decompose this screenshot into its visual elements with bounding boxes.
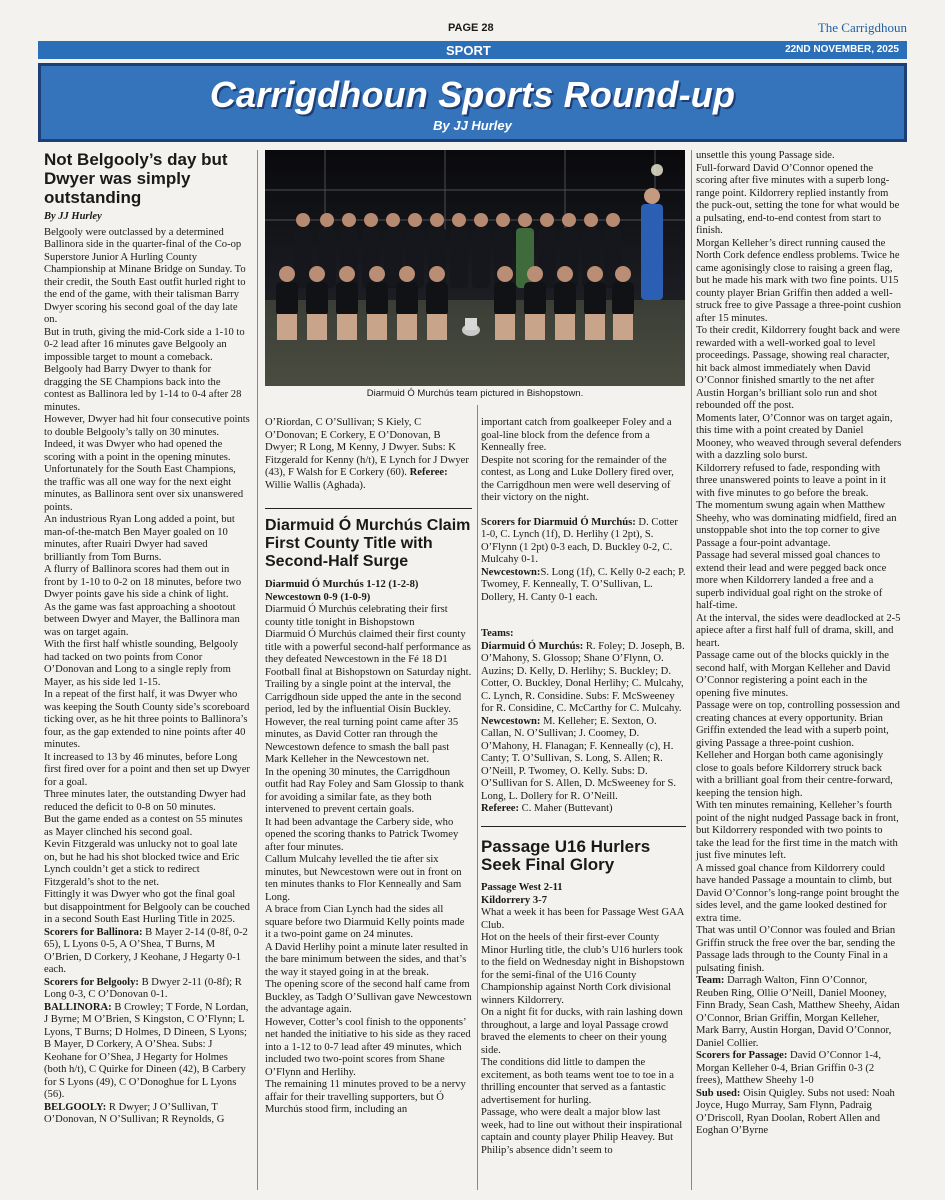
paragraph: To their credit, Kildorrery fought back and were rewarded with a well-worked goal to level proceedings. Passage, showing real character, hit back almost immediately when David O’Connor finished smartly to the net after Austin Horgan’s brilliant solo run and shot rebounded off the post. [696,325,900,411]
paragraph: Callum Mulcahy levelled the tie after six minutes, but Newcestown were out in front on ten minutes thanks to Flor Kenneally and Sam Long. [265,854,462,903]
article-passage-continued [696,150,902,1138]
paragraph: A flurry of Ballinora scores had them out in front by 1-10 to 0-2 on 18 minutes, before two Dwyer points gave his side a chink of light. [44,564,242,600]
paragraph-label: Referee: [481,803,520,814]
paragraph-label: Scorers for Passage: [696,1050,788,1061]
paragraph: However, Cotter’s cool finish to the opponents’ net handed the initiative to his side as they raced into a 1-12 to 0-7 lead after 49 minutes, which included two two-point scores from Shane O’Flynn and Herlihy. [265,1016,471,1078]
score-line-1: Passage West 2-11 [481,882,563,893]
paragraph-text: D. Cotter 1-0, C. Lynch (1f), D. Herlihy (1 2pt), S. O’Flynn (1 2pt) 0-3 each, D. Buckley 0-2, C. Mulcahy 0-1. [481,516,678,565]
article-omurchus [265,517,472,1117]
paragraph-label: Newcestown: [481,715,541,727]
labeled-paragraph [481,803,686,816]
labeled-paragraph [481,716,686,804]
paragraph: With ten minutes remaining, Kelleher’s fourth point of the night nudged Passage back in front, but Kildorrery responded with two points to take the lead for the first time in the match with just five minutes left. [696,800,899,861]
paragraph: Diarmuid Ó Murchús celebrating their first county title tonight in Bishopstown [265,604,448,628]
teams-label: Teams: [481,628,514,639]
article-body [44,227,250,927]
column-divider [477,405,478,1190]
paper-name: The Carrigdhoun [817,20,907,35]
article-scorers [481,517,686,605]
paragraph: Trailing by a single point at the interval, the Carrigdhoun side upped the ante in the second period, led by the influential Oisín Buckley. [265,679,462,715]
paragraph: With the first half whistle sounding, Belgooly had tacked on two points from Conor O’Donovan and Long to a single reply from Mayer, as his side led 1-15. [44,639,239,688]
article-scorers [696,975,902,1138]
paragraph-label: Scorers for Diarmuid Ó Murchús: [481,516,636,528]
paragraph: Hot on the heels of their first-ever County Minor Hurling title, the club’s U16 hurlers took to the field on Wednesday night in Bishopstown for the semi-final of the U16 County Championship against North Cork divisional winners Kildorrery. [481,932,685,1006]
labeled-paragraph [481,641,686,716]
paragraph: Moments later, O’Connor was on target again, this time with a point created by Daniel Mooney, who weaved through several defenders with a dazzling solo burst. [696,412,902,461]
labeled-paragraph [44,1002,250,1102]
paragraph: That was until O’Connor was fouled and Brian Griffin struck the free over the bar, sending the Passage lads through to the County Final in a pulsating finish. [696,925,896,974]
paragraph-text: B Crowley; T Forde, N Lordan, J Byrne; M O’Brien, S Kingston, C O’Flynn; L Lyons, T Burns; D Holmes, D Dineen, S Lyons; B Mayer, D Corkery, A O’Shea. Subs: J Keohane for O’Shea, J Hegarty for Holmes (both h/t), C Quirke for Dineen (42), B Carbery for S Lyons (49), C O’Donoghue for L Lyons (56). [44,1001,249,1100]
photo-caption: Diarmuid Ó Murchús team pictured in Bishopstown. [366,388,584,399]
paragraph-text: C. Maher (Buttevant) [519,803,613,814]
paragraph-label: BELGOOLY: [44,1101,107,1113]
paragraph: Fittingly it was Dwyer who got the final goal but disappointment for Belgooly can be couched in a second South East Hurling Title in 2025. [44,889,250,925]
paragraph: Kevin Fitzgerald was unlucky not to goal late on, but he had his shot blocked twice and Eric Lynch couldn’t get a stick to redirect Fitzgerald’s shot to the net. [44,839,240,888]
paragraph: But in truth, giving the mid-Cork side a 1-10 to 0-2 lead after 16 minutes gave Belgooly an impossible target to mount a comeback. [44,326,245,363]
article-scorers [44,927,250,1127]
paragraph: The remaining 11 minutes proved to be a nervy affair for their travelling supporters, but Ó Murchús stood firm, including an [265,1079,466,1115]
column-divider [691,150,692,1190]
labeled-paragraph [696,1050,902,1088]
paragraph-label: BALLINORA: [44,1001,112,1013]
page-header [38,18,907,40]
roundup-banner [38,63,907,142]
paragraph: Passage, who were dealt a major blow last week, had to line out without their inspirational captain and county player Philip Heavey. But Philip’s absence didn’t seem to [481,1107,683,1156]
section-bar [38,41,907,59]
banner-byline: By JJ Hurley [433,118,512,133]
paragraph: A David Herlihy point a minute later resulted in the bare minimum between the sides, and that’s the way it stayed going in at the break. [265,941,468,978]
paragraph-text: B Dwyer 2-11 (0-8f); R Long 0-3, C O’Donovan 0-1. [44,976,242,1000]
article-body [481,907,686,1157]
article-belgooly [44,150,250,1127]
paragraph-text: R. Foley; D. Joseph, B. O’Mahony, S. Glossop; Shane O’Flynn, O. Auzins; D. Kelly, D. Herlihy; S. Buckley; D. Cotter, O. Buckley, Donal Herlihy; C. Mulcahy, C. Lynch, R. Considine. Subs: F. McSweeney for R. Considine, C. McCarthy for C. Mulcahy. [481,640,685,714]
paragraph: The momentum swung again when Matthew Sheehy, who was dominating midfield, fired an unstoppable shot into the top corner to give Passage a four-point advantage. [696,500,897,549]
paragraph: It had been advantage the Carbery side, who opened the scoring thanks to Patrick Twomey after four minutes. [265,816,459,853]
article-divider [481,826,686,827]
article-body [696,150,902,975]
paragraph: But the game ended as a contest on 55 minutes as Mayer clinched his second goal. [44,814,243,838]
paragraph-text: S. Long (1f), C. Kelly 0-2 each; P. Twomey, F. Kenneally, T. O’Sullivan, L. Dollery, H. Canty 0-1 each. [481,566,686,603]
paragraph: On a night fit for ducks, with rain lashing down throughout, a large and loyal Passage crowd braved the elements to cheer on their young side. [481,1007,683,1056]
paragraph: Kelleher and Horgan both came agonisingly close to goals before Kildorrery struck back with a brilliant goal from their centre-forward, keeping the tension high. [696,750,893,799]
article-teams [481,641,686,816]
article-divider [265,508,472,509]
paragraph-label: Diarmuid Ó Murchús: [481,640,584,652]
paragraph: A missed goal chance from Kildorrery could have handed Passage a mountain to climb, but David O’Connor’s long-range point brought the sides level, and the game looked destined for extra time. [696,862,900,924]
page-number: PAGE 28 [448,22,494,34]
referee-name: Willie Wallis (Aghada). [265,479,366,491]
paragraph: Belgooly had Barry Dwyer to thank for dragging the SE Champions back into the contest as Ballinora led by 1-14 to 0-4 after 28 minutes. [44,364,242,413]
article-passage [481,838,686,1157]
team-photo [265,150,685,386]
paragraph-label: Team: [696,975,725,986]
labeled-paragraph [44,1102,250,1127]
score-line-2: Kildorrery 3-7 [481,894,547,906]
labeled-paragraph [44,977,250,1002]
paragraph-text: R Dwyer; J O’Sullivan, T O’Donovan, N O’Sullivan; R Reynolds, G [44,1101,225,1125]
paragraph: Kildorrery refused to fade, responding with three unanswered points to leave a point in it with five minutes to go before the break. [696,462,887,499]
labeled-paragraph [481,567,686,605]
paragraph: An industrious Ryan Long added a point, but man-of-the-match Ben Mayer goaled on 10 minutes, after Ruairi Dwyer had saved brilliantly from Tom Burns. [44,514,235,563]
paragraph-text: M. Kelleher; E. Sexton, O. Callan, N. O’Sullivan; J. Coomey, D. O’Mahony, H. Flanagan; F. Kenneally (c), H. Canty; T. O’Sullivan, S. Long, S. Allen; R. O’Neill, P. Twomey, O. Kelly. Subs: D. O’Sullivan for S. Allen, D. McSweeney for S. Long, L. Dollery for R. O’Neill. [481,715,677,802]
score-line-1: Diarmuid Ó Murchús 1-12 (1-2-8) [265,579,419,590]
paragraph-text: Oisin Quigley. Subs not used: Noah Joyce, Hugo Murray, Sam Flynn, Padraig O’Driscoll, Ryan Doolan, Robert Allen and Eoghan O’Byrne [696,1087,895,1136]
paragraph: What a week it has been for Passage West GAA Club. [481,907,684,931]
paragraph: In the opening 30 minutes, the Carrigdhoun outfit had Ray Foley and Sam Glossip to thank for avoiding a similar fate, as they both intervened to prevent certain goals. [265,766,464,815]
paragraph: However, Dwyer had hit four consecutive points to double Belgooly’s tally on 30 minutes. [44,414,250,438]
paragraph: The opening score of the second half came from Buckley, as Tadgh O’Sullivan gave Newcestown the advantage again. [265,979,472,1015]
paragraph: However, the real turning point came after 35 minutes, as David Cotter ran through the Newcestown defence to smash the ball past Mark Kelleher in the Newcestown net. [265,716,459,765]
paragraph-text: David O’Connor 1-4, Morgan Kelleher 0-4, Brian Griffin 0-3 (2 frees), Matthew Sheehy 1-0 [696,1050,881,1086]
article-byline: By JJ Hurley [44,211,102,222]
paragraph: Passage had several missed goal chances to extend their lead and were pegged back once more when Kildorrery landed a free and a superb individual goal right on the stroke of half-time. [696,550,887,611]
article-body [481,417,686,505]
article-headline: Passage U16 Hurlers Seek Final Glory [481,837,651,874]
article-headline: Not Belgooly’s day but Dwyer was simply outstanding [44,150,228,207]
section-label: SPORT [446,43,491,58]
paragraph: Full-forward David O’Connor opened the scoring after five minutes with a superb long-range point. Kildorrery replied instantly from the puck-out, setting the tone for what would be a pulsating, end-to-end contest from start to finish. [696,162,900,236]
labeled-paragraph [481,517,686,567]
article-headline: Diarmuid Ó Murchús Claim First County Title with Second-Half Surge [265,517,471,570]
article-omurchus-continued [481,417,686,816]
paragraph-label: Scorers for Belgooly: [44,976,139,988]
paragraph: It increased to 13 by 46 minutes, before Long first fired over for a point and then set up Dwyer for a goal. [44,751,250,788]
paragraph-label: Scorers for Ballinora: [44,926,143,938]
issue-date: 22ND NOVEMBER, 2025 [785,44,899,55]
score-line-2: Newcestown 0-9 (1-0-9) [265,591,371,603]
paragraph: Despite not scoring for the remainder of the contest, as Long and Luke Dollery fired over, the Carrigdhoun men were well deserving of their victory on the night. [481,454,674,503]
lineup-text: O’Riordan, C O’Sullivan; S Kiely, C O’Donovan; E Corkery, E O’Donovan, B Dwyer; R Long, M Kenny, J Dwyer. Subs: K Fitzgerald for Kenny (h/t), E Lynch for J Dwyer (43), F Walsh for E Corkery (60). [265,417,469,478]
paragraph: In a repeat of the first half, it was Dwyer who was keeping the South County side’s scoreboard ticking over, as he hit three points to Ballinora’s four, as the gap extended to nine points after 40 minutes. [44,689,250,750]
paragraph: At the interval, the sides were deadlocked at 2-5 apiece after a first half full of drama, skill, and heart. [696,612,901,649]
paragraph-label: Sub used: [696,1087,741,1099]
article-belgooly-continued [265,417,472,492]
paragraph-label: Newcestown: [481,566,541,578]
paragraph: unsettle this young Passage side. [696,150,835,161]
referee-label: Referee: [409,467,448,478]
paragraph-text: Darragh Walton, Finn O’Connor, Reuben Ring, Ollie O’Neill, Daniel Mooney, Finn Brady, Sean Cash, Matthew Sheehy, Aidan O’Connor, Brian Griffin, Morgan Kelleher, Mark Barry, Austin Horgan, David O’Connor, Daniel Collier. [696,975,900,1049]
paragraph: A brace from Cian Lynch had the sides all square before two Diarmuid Kelly points made it a two-point game on 24 minutes. [265,904,465,940]
labeled-paragraph [44,927,250,977]
paragraph: Belgooly were outclassed by a determined Ballinora side in the quarter-final of the Co-op Superstore Junior A Hurling County Championship at Minane Bridge on Sunday. To their credit, the South East outfit hurled right to the end of the game, with their talisman Barry Dwyer scoring his second goal of the day late on. [44,226,246,325]
paragraph: Passage were on top, controlling possession and creating chances at every opportunity. Brian Griffin extended the lead with a superb point, giving Passage a three-point cushion. [696,700,900,749]
paragraph: As the game was fast approaching a shootout between Dwyer and Mayer, the Ballinora man was on target again. [44,601,240,638]
banner-title: Carrigdhoun Sports Round-up [209,74,736,115]
article-body [265,604,472,1117]
labeled-paragraph [696,975,902,1050]
labeled-paragraph [696,1088,902,1138]
paragraph: Three minutes later, the outstanding Dwyer had reduced the deficit to 0-8 on 50 minutes. [44,789,246,813]
paragraph: Passage came out of the blocks quickly in the second half, with Morgan Kelleher and David O’Connor registering a point each in the opening five minutes. [696,650,891,699]
paragraph: The conditions did little to dampen the excitement, as both teams went toe to toe in a thrilling encounter that served as a fantastic advertisement for hurling. [481,1057,674,1106]
paragraph: important catch from goalkeeper Foley and a goal-line block from the defence from a Kenneally free. [481,417,672,453]
column-divider [257,150,258,1190]
team-photo-image [265,150,685,386]
paragraph: Morgan Kelleher’s direct running caused the North Cork defence endless problems. Twice he came agonisingly close to raising a green flag, but he made his mark with two fine points. U15 county player Brian Griffin then added a well-struck free to give Passage a three-point cushion after 15 minutes. [696,237,902,324]
paragraph-text: B Mayer 2-14 (0-8f, 0-2 65), L Lyons 0-5, A O’Shea, T Burns, M O’Brien, D Corkery, J Keohane, J Hegarty 0-1 each. [44,926,248,975]
paragraph: Diarmuid Ó Murchús claimed their first county title with a powerful second-half performance as they defeated Newcestown in the Fé 18 D1 Football final at Bishopstown on Saturday night. [265,629,472,678]
paragraph: Indeed, it was Dwyer who had opened the scoring with a point in the opening minutes. Unfortunately for the South East Champions, the traffic was all one way for the next eight minutes, as Ballinora sent over six unanswered points. [44,439,244,513]
